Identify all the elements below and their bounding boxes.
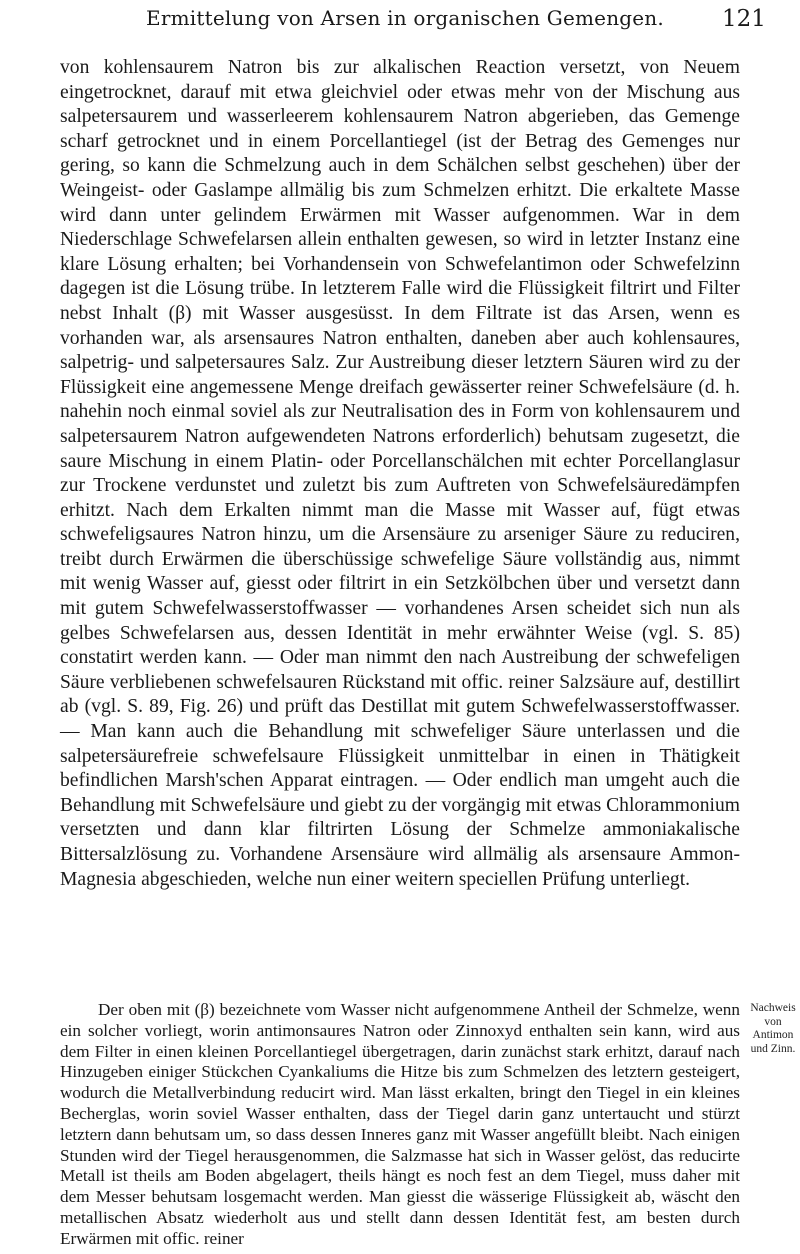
- paragraph-arsen-detection: von kohlensaurem Natron bis zur alkalischen Reaction versetzt, von Neuem eingetrocknet, darauf mit etwa gleichviel oder etwas mehr von der Mischung aus salpetersaurem und wasserleerem kohlensaurem Natron abgerieben, das Gemenge scharf getrocknet und in einem Porcellantiegel (ist der Betrag des Gemenges nur gering, so kann die Schmelzung auch in dem Schälchen selbst geschehen) über der Weingeist- oder Gaslampe allmälig bis zum Schmelzen erhitzt. Die erkaltete Masse wird dann unter gelindem Erwärmen mit Wasser aufgenommen. War in dem Niederschlage Schwefelarsen allein enthalten gewesen, so wird in letzter Instanz eine klare Lösung erhalten; bei Vorhandensein von Schwefelantimon oder Schwefelzinn dagegen ist die Lösung trübe. In letzterem Falle wird die Flüssigkeit filtrirt und Filter nebst Inhalt (β) mit Wasser ausgesüsst. In dem Filtrate ist das Arsen, wenn es vorhanden war, als arsensaures Natron enthalten, daneben aber auch kohlensaures, salpetrig- und salpetersaures Salz. Zur Austreibung dieser letztern Säuren wird zu der Flüssigkeit eine angemessene Menge dreifach gewässerter reiner Schwefelsäure (d. h. nahehin noch einmal soviel als zur Neutralisation des in Form von kohlensaurem und salpetersaurem Natron aufgewendeten Natrons erforderlich) behutsam zugesetzt, die saure Mischung in einem Platin- oder Porcellanschälchen mit echter Porcellanglasur zur Trockene verdunstet und zuletzt bis zum Auftreten von Schwefelsäuredämpfen erhitzt. Nach dem Erkalten nimmt man die Masse mit Wasser auf, fügt etwas schwefeligsaures Natron hinzu, um die Arsensäure zu arseniger Säure zu reduciren, treibt durch Erwärmen die überschüssige schwefelige Säure vollständig aus, nimmt mit wenig Wasser auf, giesst oder filtrirt in ein Setzkölbchen über und versetzt dann mit gutem Schwefelwasserstoffwasser — vorhandenes Arsen scheidet sich nun als gelbes Schwefelarsen aus, dessen Identität in mehr erwähnter Weise (vgl. S. 85) constatirt werden kann. — Oder man nimmt den nach Austreibung der schwefeligen Säure verbliebenen schwefelsauren Rückstand mit offic. reiner Salzsäure auf, destillirt ab (vgl. S. 89, Fig. 26) und prüft das Destillat mit gutem Schwefelwasserstoffwasser. — Man kann auch die Behandlung mit schwefeliger Säure unterlassen und die salpetersäurefreie schwefelsaure Flüssigkeit unmittelbar in einen in Thätigkeit befindlichen Marsh'schen Apparat eintragen. — Oder endlich man umgeht auch die Behandlung mit Schwefelsäure und giebt zu der vorgängig mit etwas Chlorammonium versetzten und dann klar filtrirten Lösung der Schmelze ammoniakalische Bittersalzlösung zu. Vorhandene Arsensäure wird allmälig als arsensaure Ammon-Magnesia abgeschieden, welche nun einer weitern speciellen Prüfung unterliegt.: [60, 57, 740, 890]
- margin-note-line: von Antimon: [752, 1015, 794, 1041]
- running-header: [0, 2, 800, 42]
- margin-note: [743, 1002, 800, 1056]
- running-title: Ermittelung von Arsen in organischen Gemengen.: [146, 6, 664, 30]
- margin-note-line: und Zinn.: [750, 1042, 796, 1055]
- paragraph-antimony-tin: Der oben mit (β) bezeichnete vom Wasser nicht aufgenommene Antheil der Schmelze, wenn ein solcher vorliegt, worin antimonsaures Natron oder Zinnoxyd enthalten sein kann, wird aus dem Filter in einen kleinen Porcellantiegel übergetragen, darin zunächst stark erhitzt, darauf nach Hinzugeben einiger Stückchen Cyankaliums die Hitze bis zum Schmelzen des letztern gesteigert, wodurch die Metallverbindung reducirt wird. Man lässt erkalten, bringt den Tiegel in ein kleines Becherglas, worin soviel Wasser enthalten, dass der Tiegel darin ganz untertaucht und stürzt letztern dann behutsam um, so dass dessen Inneres ganz mit Wasser angefüllt bleibt. Nach einigen Stunden wird der Tiegel herausgenommen, die Salzmasse hat sich in Wasser gelöst, das reducirte Metall ist theils am Boden abgelagert, theils hängt es noch fest an dem Tiegel, muss daher mit dem Messer behutsam losgemacht werden. Man giesst die wässerige Flüssigkeit ab, wäscht den metallischen Absatz wiederholt aus und stellt dann dessen Identität fest, am besten durch Erwärmen mit offic. reiner: [60, 1000, 740, 1248]
- page-number: 121: [722, 6, 766, 32]
- main-text: [60, 56, 740, 892]
- margin-note-line: Nachweis: [750, 1002, 796, 1014]
